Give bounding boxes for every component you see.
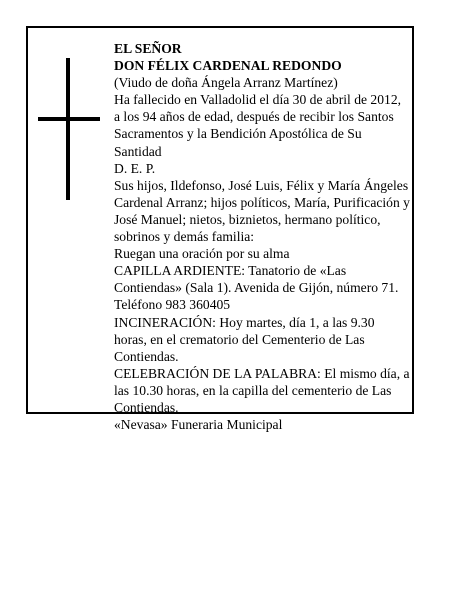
prayer-line: Ruegan una oración por su alma [114,246,290,262]
obituary-notice [26,26,414,433]
funeral-home: «Nevasa» Funeraria Municipal [114,417,283,433]
cremation-paragraph: INCINERACIÓN: Hoy martes, día 1, a las 9.30 horas, en el crematorio del Cementerio de Las Contiendas. [114,314,375,364]
cross-horizontal-bar [38,117,100,121]
rip-line: D. E. P. [114,160,156,176]
chapel-paragraph: CAPILLA ARDIENTE: Tanatorio de «Las Contiendas» (Sala 1). Avenida de Gijón, número 71. Teléfono 983 360405 [114,263,399,313]
notice-text [114,40,410,433]
celebration-paragraph: CELEBRACIÓN DE LA PALABRA: El mismo día, a las 10.30 horas, en la capilla del cementerio de Las Contiendas. [114,365,410,415]
deceased-name: DON FÉLIX CARDENAL REDONDO [114,58,342,74]
cross-icon [38,58,100,200]
family-paragraph: Sus hijos, Ildefonso, José Luis, Félix y María Ángeles Cardenal Arranz; hijos políticos, María, Purificación y José Manuel; nietos, biznietos, hermano político, sobrinos y demás familia: [114,177,410,245]
death-paragraph: Ha fallecido en Valladolid el día 30 de abril de 2012, a los 94 años de edad, después de recibir los Santos Sacramentos y la Bendición Apostólica de Su Santidad [114,92,402,159]
cross-vertical-bar [66,58,70,200]
heading-line-1: EL SEÑOR [114,41,182,56]
widower-line: (Viudo de doña Ángela Arranz Martínez) [114,75,338,91]
